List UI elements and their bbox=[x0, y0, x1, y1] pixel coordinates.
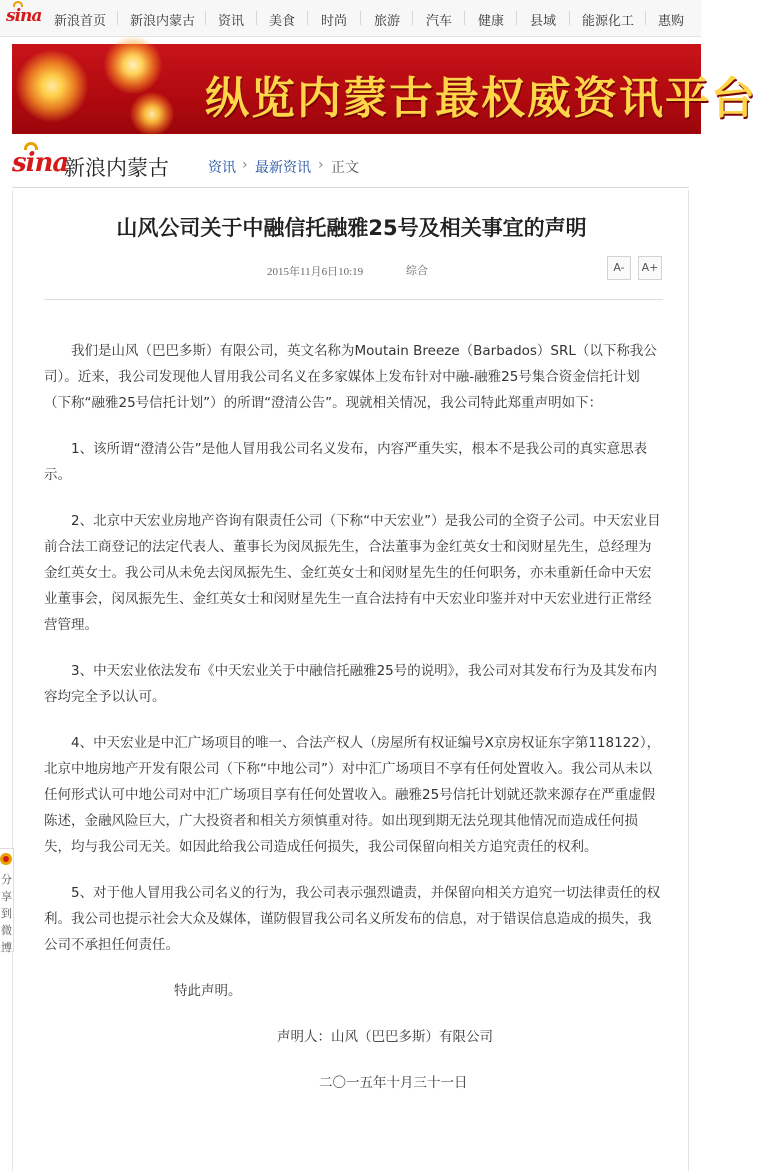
nav-item-news[interactable]: 资讯 bbox=[218, 14, 245, 29]
nav-separator bbox=[205, 11, 206, 25]
article-paragraph: 2、北京中天宏业房地产咨询有限责任公司（下称“中天宏业”）是我公司的全资子公司。中天宏业目前合法工商登记的法定代表人、董事长为闵凤振先生，合法董事为金红英女士和闵财星先生，总经理为金红英女士。我公司从未免去闵凤振先生、金红英女士和闵财星先生的任何职务，亦未重新任命中天宏业董事会，闵凤振先生、金红英女士和闵财星先生一直合法持有中天宏业印鉴并对中天宏业进行正常经营管理。 bbox=[44, 513, 661, 633]
nav-item-energy[interactable]: 能源化工 bbox=[582, 14, 635, 29]
nav-separator bbox=[412, 11, 413, 25]
nav-item-fashion[interactable]: 时尚 bbox=[321, 14, 348, 29]
nav-item-food[interactable]: 美食 bbox=[269, 14, 296, 29]
sina-eye-icon bbox=[13, 1, 23, 7]
article-title: 山风公司关于中融信托融雅25号及相关事宜的声明 bbox=[116, 216, 587, 240]
nav-separator bbox=[307, 11, 308, 25]
breadcrumb-current: 正文 bbox=[331, 160, 359, 176]
nav-separator bbox=[516, 11, 517, 25]
channel-header bbox=[12, 140, 689, 188]
nav-separator bbox=[256, 11, 257, 25]
nav-item-travel[interactable]: 旅游 bbox=[374, 14, 401, 29]
nav-separator bbox=[569, 11, 570, 25]
weibo-icon bbox=[0, 853, 12, 865]
ad-banner[interactable] bbox=[12, 44, 757, 134]
share-weibo-tab[interactable] bbox=[0, 848, 14, 952]
breadcrumb-chevron-icon: › bbox=[318, 157, 324, 173]
channel-name[interactable]: 新浪内蒙古 bbox=[64, 156, 169, 180]
article-paragraph: 4、中天宏业是中汇广场项目的唯一、合法产权人（房屋所有权证编号X京房权证东字第118122），北京中地房地产开发有限公司（下称“中地公司”）对中汇广场项目不享有任何处置收入。我公司从未以任何形式认可中地公司对中汇广场项目享有任何处置收入。融雅25号信托计划就还款来源存在严重虚假陈述，金融风险巨大，广大投资者和相关方须慎重对待。如出现到期无法兑现其他情况而造成任何损失，均与我公司无关。如因此给我公司造成任何损失，我公司保留向相关方追究责任的权利。 bbox=[44, 735, 661, 855]
breadcrumb-chevron-icon: › bbox=[242, 157, 248, 173]
nav-separator bbox=[645, 11, 646, 25]
nav-separator bbox=[360, 11, 361, 25]
nav-item-home[interactable]: 新浪首页 bbox=[54, 14, 107, 29]
nav-item-auto[interactable]: 汽车 bbox=[426, 14, 453, 29]
closing-statement: 特此声明。 bbox=[174, 983, 242, 999]
article-body bbox=[44, 338, 663, 1116]
font-decrease-button[interactable]: A- bbox=[607, 256, 631, 280]
article-paragraph: 1、该所谓“澄清公告”是他人冒用我公司名义发布，内容严重失实，根本不是我公司的真实意思表示。 bbox=[44, 441, 648, 483]
firework-icon bbox=[130, 92, 174, 136]
article-date: 2015年11月6日10:19 bbox=[267, 266, 364, 278]
firework-icon bbox=[104, 36, 162, 94]
meta-divider bbox=[44, 299, 663, 300]
channel-sina-logo[interactable] bbox=[12, 148, 68, 178]
firework-icon bbox=[16, 50, 88, 122]
nav-item-health[interactable]: 健康 bbox=[478, 14, 505, 29]
sina-eye-icon bbox=[24, 142, 38, 150]
banner-slogan: 纵览内蒙古最权威资讯平台 bbox=[205, 73, 757, 124]
font-increase-button[interactable]: A+ bbox=[638, 256, 662, 280]
channel-logo-text: sina bbox=[12, 148, 69, 178]
share-tab-label: 分享到微博 bbox=[1, 873, 12, 954]
breadcrumb-news[interactable]: 资讯 bbox=[208, 160, 236, 176]
article-paragraph: 我们是山风（巴巴多斯）有限公司，英文名称为Moutain Breeze（Barbados）SRL（以下称我公司）。近来，我公司发现他人冒用我公司名义在多家媒体上发布针对中融-融雅25号集合资金信托计划（下称“融雅25号信托计划”）的所谓“澄清公告”。现就相关情况，我公司特此郑重声明如下： bbox=[44, 343, 657, 411]
breadcrumb-latest[interactable]: 最新资讯 bbox=[255, 160, 311, 176]
article-frame bbox=[12, 190, 689, 1171]
nav-separator bbox=[117, 11, 118, 25]
article-source[interactable]: 综合 bbox=[406, 264, 428, 277]
article-paragraph: 3、中天宏业依法发布《中天宏业关于中融信托融雅25号的说明》，我公司对其发布行为及其发布内容均完全予以认可。 bbox=[44, 663, 658, 705]
nav-separator bbox=[464, 11, 465, 25]
sign-date: 二〇一五年十月三十一日 bbox=[319, 1075, 468, 1091]
top-nav bbox=[0, 0, 701, 37]
sina-logo-text: sina bbox=[6, 6, 42, 26]
sina-logo[interactable] bbox=[6, 6, 41, 26]
article-paragraph: 5、对于他人冒用我公司名义的行为，我公司表示强烈谴责，并保留向相关方追究一切法律责任的权利。我公司也提示社会大众及媒体，谨防假冒我公司名义所发布的信息，对于错误信息造成的损失，我公司不承担任何责任。 bbox=[44, 885, 661, 953]
nav-item-shopping[interactable]: 惠购 bbox=[658, 14, 685, 29]
nav-item-county[interactable]: 县域 bbox=[530, 14, 557, 29]
nav-item-nmg[interactable]: 新浪内蒙古 bbox=[130, 14, 196, 29]
signatory: 声明人：山风（巴巴多斯）有限公司 bbox=[277, 1029, 493, 1045]
